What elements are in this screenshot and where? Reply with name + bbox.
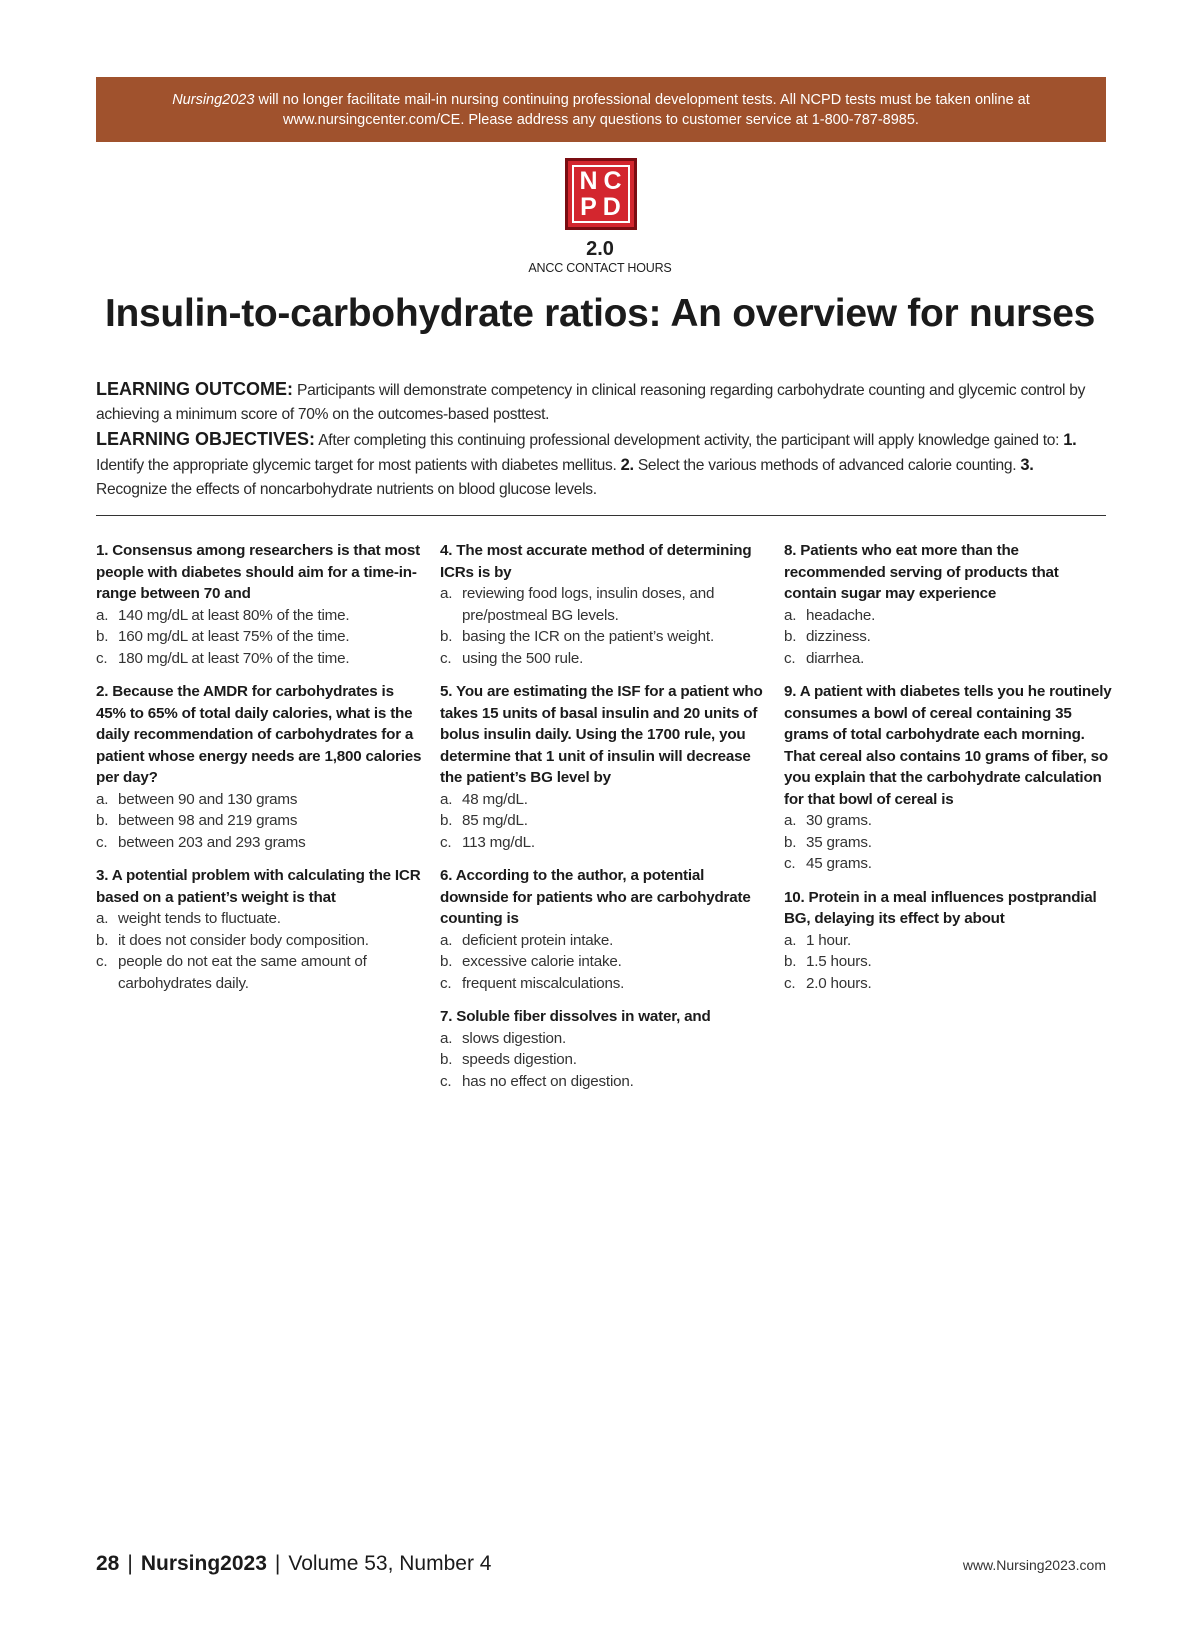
question-9	[784, 681, 1114, 875]
option-letter: c.	[96, 953, 108, 970]
question-stem: 10. Protein in a meal influences postprandial BG, delaying its effect by about	[784, 888, 1097, 927]
option-letter: b.	[96, 931, 109, 949]
option-letter: c.	[440, 649, 452, 667]
answer-option	[440, 626, 770, 648]
ncpd-logo-inner	[572, 165, 630, 223]
contact-hours-label: ANCC CONTACT HOURS	[528, 261, 672, 275]
answer-option	[784, 648, 1114, 670]
answer-option	[96, 605, 426, 627]
option-letter: b.	[784, 833, 797, 851]
option-letter: b.	[440, 628, 453, 645]
answer-option	[440, 648, 770, 670]
contact-hours-value: 2.0	[586, 238, 614, 260]
question-stem: 6. According to the author, a potential downside for patients who are carbohydrate counting is	[440, 867, 751, 927]
option-text: basing the ICR on the patient’s weight.	[462, 628, 714, 645]
option-letter: b.	[784, 628, 797, 645]
answer-option	[440, 789, 770, 811]
answer-option	[96, 648, 426, 670]
option-letter: b.	[96, 628, 109, 645]
answer-option	[440, 973, 770, 995]
question-8	[784, 540, 1114, 669]
question-1	[96, 540, 426, 669]
question-5	[440, 681, 770, 853]
option-text: between 203 and 293 grams	[118, 833, 306, 851]
answer-option	[96, 930, 426, 952]
option-text: 180 mg/dL at least 70% of the time.	[118, 649, 350, 667]
page-number: 28	[96, 1552, 120, 1575]
notice-text-1: will no longer facilitate mail-in nursing continuing professional development tests. All NCPD tests must be taken online at	[254, 91, 1030, 108]
option-letter: a.	[440, 931, 453, 949]
answer-option	[784, 810, 1114, 832]
ncpd-logo-row-2: PD	[580, 193, 627, 221]
answer-option	[440, 832, 770, 854]
option-text: 140 mg/dL at least 80% of the time.	[118, 606, 350, 624]
option-letter: a.	[440, 585, 453, 602]
contact-hours	[500, 238, 700, 276]
option-text: diarrhea.	[806, 649, 865, 667]
option-letter: a.	[96, 910, 109, 927]
option-text: it does not consider body composition.	[118, 931, 369, 949]
option-letter: b.	[784, 953, 797, 970]
option-text: people do not eat the same amount of carbohydrates daily.	[118, 953, 367, 992]
answer-option	[440, 583, 770, 626]
option-letter: a.	[440, 790, 453, 808]
option-text: using the 500 rule.	[462, 649, 584, 667]
answer-option	[440, 1071, 770, 1093]
notice-line-2: www.nursingcenter.com/CE. Please address any questions to customer service at 1-800-787-8985.	[283, 111, 919, 128]
question-stem: 3. A potential problem with calculating the ICR based on a patient’s weight is that	[96, 867, 421, 906]
answer-option	[440, 1049, 770, 1071]
objective-3-number: 3.	[1020, 456, 1034, 474]
answer-option	[440, 930, 770, 952]
option-text: between 90 and 130 grams	[118, 790, 298, 808]
option-text: 160 mg/dL at least 75% of the time.	[118, 628, 350, 645]
notice-line-1	[116, 90, 1086, 110]
option-letter: a.	[96, 790, 109, 808]
question-stem: 2. Because the AMDR for carbohydrates is 45% to 65% of total daily calories, what is the daily recommendation of carbohydrates for a patient whose energy needs are 1,800 calories per day?	[96, 683, 422, 786]
questions-column-3	[784, 540, 1114, 1006]
option-letter: a.	[96, 606, 109, 624]
answer-option	[784, 832, 1114, 854]
objective-2-number: 2.	[620, 456, 634, 474]
objective-1-text: Identify the appropriate glycemic target for most patients with diabetes mellitus.	[96, 457, 621, 474]
option-text: deficient protein intake.	[462, 931, 614, 949]
ncpd-logo-row-1: NC	[579, 167, 628, 195]
answer-option	[96, 810, 426, 832]
objective-3-text: Recognize the effects of noncarbohydrate nutrients on blood glucose levels.	[96, 481, 597, 498]
option-text: slows digestion.	[462, 1029, 567, 1047]
option-letter: c.	[440, 833, 452, 851]
option-text: frequent miscalculations.	[462, 974, 625, 992]
footer-separator: |	[127, 1552, 133, 1575]
question-10	[784, 887, 1114, 995]
learning-objectives-label: LEARNING OBJECTIVES:	[96, 429, 316, 449]
option-text: 1.5 hours.	[806, 953, 872, 970]
question-stem: 5. You are estimating the ISF for a patient who takes 15 units of basal insulin and 20 units of bolus insulin daily. Using the 1700 rule, you determine that 1 unit of insulin will decrease the patient’s BG level by	[440, 683, 763, 786]
question-2	[96, 681, 426, 853]
answer-option	[96, 951, 426, 994]
option-text: 1 hour.	[806, 931, 852, 949]
answer-option	[784, 951, 1114, 973]
question-stem: 9. A patient with diabetes tells you he routinely consumes a bowl of cereal containing 35 grams of total carbohydrate each morning. That cereal also contains 10 grams of fiber, so you explain that the carbohydrate calculation for that bowl of cereal is	[784, 683, 1112, 808]
answer-option	[96, 789, 426, 811]
option-letter: b.	[440, 953, 453, 970]
answer-option	[96, 832, 426, 854]
footer-left	[96, 1552, 491, 1576]
option-letter: a.	[784, 606, 797, 624]
footer-journal: Nursing2023	[140, 1552, 267, 1575]
option-text: headache.	[806, 606, 876, 624]
answer-option	[784, 626, 1114, 648]
option-letter: b.	[96, 812, 109, 829]
option-text: has no effect on digestion.	[462, 1072, 634, 1090]
answer-option	[784, 853, 1114, 875]
section-divider	[96, 515, 1106, 516]
article-title: Insulin-to-carbohydrate ratios: An overview for nurses	[104, 292, 1096, 335]
option-text: reviewing food logs, insulin doses, and pre/postmeal BG levels.	[462, 585, 715, 624]
option-text: 2.0 hours.	[806, 974, 872, 992]
option-letter: c.	[440, 1072, 452, 1090]
objective-2-text: Select the various methods of advanced calorie counting.	[633, 457, 1021, 474]
option-letter: b.	[440, 812, 453, 829]
question-stem: 4. The most accurate method of determining ICRs is by	[440, 542, 752, 581]
option-letter: c.	[784, 855, 796, 872]
answer-option	[96, 626, 426, 648]
answer-option	[440, 810, 770, 832]
option-text: between 98 and 219 grams	[118, 812, 298, 829]
option-text: 45 grams.	[806, 855, 872, 872]
footer-website: www.Nursing2023.com	[962, 1557, 1106, 1573]
answer-option	[440, 951, 770, 973]
answer-option	[784, 930, 1114, 952]
ncpd-logo	[565, 158, 637, 230]
option-text: speeds digestion.	[462, 1051, 577, 1068]
option-letter: a.	[784, 931, 797, 949]
page-footer	[96, 1552, 1106, 1582]
notice-journal-name: Nursing2023	[172, 91, 255, 108]
question-7	[440, 1006, 770, 1092]
answer-option	[784, 605, 1114, 627]
option-letter: c.	[96, 833, 108, 851]
footer-volume: Volume 53, Number 4	[288, 1552, 492, 1575]
option-text: 48 mg/dL.	[462, 790, 528, 808]
objective-1-number: 1.	[1063, 431, 1077, 449]
learning-intro	[96, 377, 1108, 502]
option-letter: a.	[784, 812, 797, 829]
answer-option	[440, 1028, 770, 1050]
option-text: 113 mg/dL.	[462, 833, 535, 851]
footer-separator: |	[274, 1552, 281, 1575]
option-letter: c.	[440, 974, 452, 992]
option-text: dizziness.	[806, 628, 871, 645]
learning-objectives	[96, 427, 1108, 502]
question-stem: 7. Soluble fiber dissolves in water, and	[440, 1008, 711, 1025]
answer-option	[784, 973, 1114, 995]
question-stem: 8. Patients who eat more than the recommended serving of products that contain sugar may experience	[784, 542, 1059, 602]
ncpd-logo-box	[565, 158, 637, 230]
question-3	[96, 865, 426, 994]
option-text: 35 grams.	[806, 833, 872, 851]
option-letter: c.	[96, 649, 108, 667]
question-stem: 1. Consensus among researchers is that most people with diabetes should aim for a time-in-range between 70 and	[96, 542, 420, 602]
learning-objectives-text: After completing this continuing professional development activity, the participant will apply knowledge gained to:	[315, 432, 1064, 449]
questions-column-1	[96, 540, 426, 1006]
option-letter: b.	[440, 1051, 453, 1068]
option-text: excessive calorie intake.	[462, 953, 622, 970]
question-4	[440, 540, 770, 669]
option-letter: a.	[440, 1029, 453, 1047]
learning-outcome	[96, 377, 1108, 427]
notice-banner	[96, 77, 1106, 142]
learning-outcome-label: LEARNING OUTCOME:	[96, 379, 293, 399]
option-text: 30 grams.	[806, 812, 872, 829]
option-letter: c.	[784, 649, 796, 667]
learning-outcome-text: Participants will demonstrate competency in clinical reasoning regarding carbohydrate counting and glycemic control by achieving a minimum score of 70% on the outcomes-based posttest.	[96, 382, 1086, 423]
option-text: weight tends to fluctuate.	[118, 910, 281, 927]
answer-option	[96, 908, 426, 930]
option-letter: c.	[784, 974, 796, 992]
question-6	[440, 865, 770, 994]
option-text: 85 mg/dL.	[462, 812, 528, 829]
questions-column-2	[440, 540, 770, 1104]
